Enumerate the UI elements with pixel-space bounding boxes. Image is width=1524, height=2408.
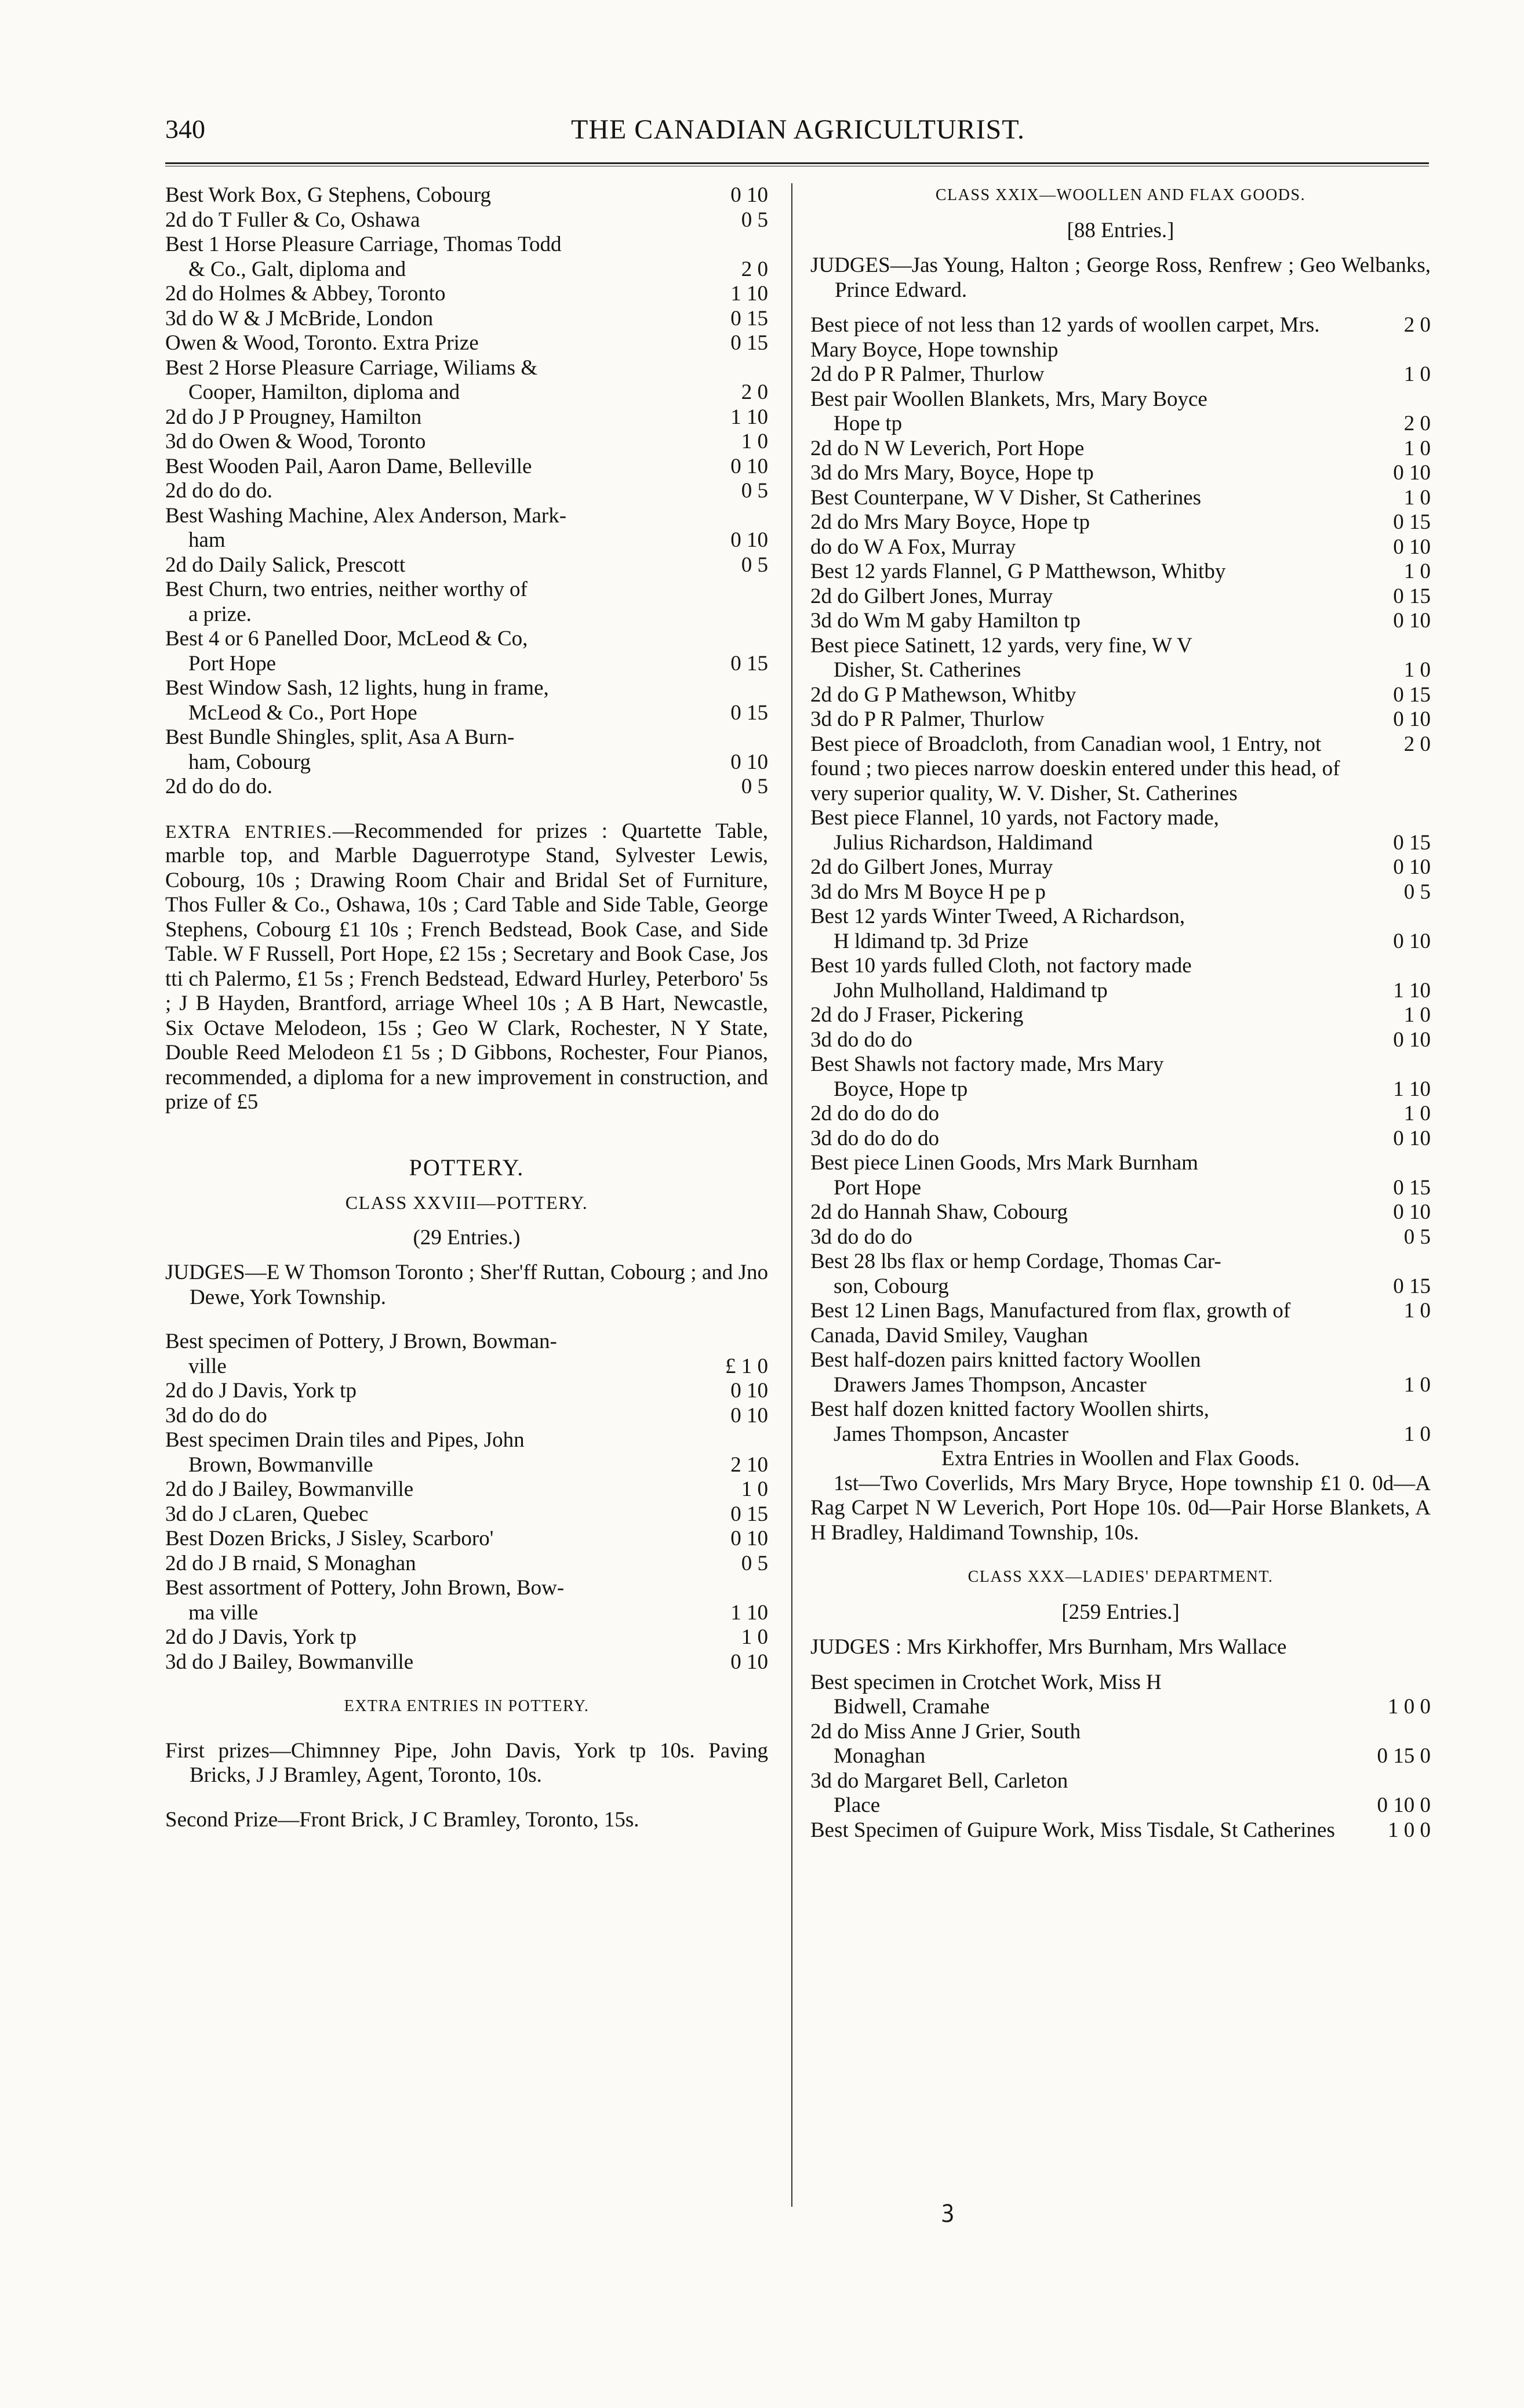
class-xxix-prize-list bbox=[810, 313, 1431, 1447]
prize-amount bbox=[1362, 1151, 1431, 1176]
prize-amount: 2 10 bbox=[730, 1452, 768, 1477]
prize-row bbox=[810, 1670, 1431, 1695]
prize-row bbox=[810, 806, 1431, 831]
prize-amount: 0 15 bbox=[730, 331, 768, 355]
prize-amount bbox=[700, 356, 768, 381]
prize-row bbox=[810, 831, 1431, 856]
prize-description: Julius Richardson, Haldimand bbox=[834, 830, 1093, 855]
prize-row bbox=[810, 1151, 1431, 1176]
prize-description: Best piece of Broadcloth, from Canadian wool, 1 Entry, not found ; two pieces narrow doeskin entered under this head, of very superior quality, W. V. Disher, St. Catherines bbox=[810, 732, 1340, 805]
prize-row bbox=[165, 430, 768, 455]
running-title: THE CANADIAN AGRICULTURIST. bbox=[571, 114, 1025, 145]
prize-row bbox=[810, 437, 1431, 462]
prize-amount: 0 15 bbox=[1393, 682, 1431, 707]
prize-amount: 0 15 bbox=[730, 700, 768, 725]
pottery-first-prizes: First prizes—Chimnney Pipe, John Davis, York tp 10s. Paving Bricks, J J Bramley, Agent, Toronto, 10s. bbox=[165, 1738, 768, 1787]
prize-amount bbox=[700, 1576, 768, 1601]
pottery-title: POTTERY. bbox=[409, 1154, 525, 1181]
prize-amount: 1 0 bbox=[1403, 1102, 1431, 1125]
prize-row bbox=[810, 905, 1431, 929]
prize-row bbox=[810, 1818, 1431, 1843]
prize-amount: 0 10 0 bbox=[1377, 1793, 1431, 1817]
prize-amount: 1 0 bbox=[1403, 362, 1431, 386]
prize-amount: 1 0 bbox=[1403, 1372, 1431, 1397]
prize-amount: 0 5 bbox=[1403, 880, 1431, 904]
prize-row bbox=[165, 331, 768, 356]
prize-row bbox=[165, 233, 768, 257]
prize-row bbox=[810, 683, 1431, 708]
prize-row bbox=[165, 1527, 768, 1552]
prize-description: 3d do Margaret Bell, Carleton bbox=[810, 1768, 1068, 1793]
prize-row bbox=[165, 725, 768, 750]
prize-amount: 1 0 bbox=[1403, 436, 1431, 460]
prize-description: 2d do do do do bbox=[810, 1102, 939, 1125]
prize-row bbox=[165, 701, 768, 726]
prize-description: 2d do Daily Salick, Prescott bbox=[165, 553, 406, 577]
class-xxx-heading: CLASS XXX—LADIES' DEPARTMENT. bbox=[967, 1568, 1274, 1586]
prize-row bbox=[810, 1200, 1431, 1225]
prize-description: Best piece Linen Goods, Mrs Mark Burnham bbox=[810, 1151, 1198, 1175]
prize-description: Best Specimen of Guipure Work, Miss Tisdale, St Catherines bbox=[810, 1818, 1335, 1842]
prize-row bbox=[165, 528, 768, 553]
prize-description: 2d do J Fraser, Pickering bbox=[810, 1003, 1024, 1027]
prize-row bbox=[165, 1354, 768, 1379]
right-column bbox=[810, 183, 1431, 1843]
prize-row bbox=[810, 658, 1431, 683]
prize-description: Best specimen of Pottery, J Brown, Bowman- bbox=[165, 1330, 557, 1353]
prize-amount: 0 10 bbox=[1393, 929, 1431, 953]
prize-row bbox=[165, 1477, 768, 1502]
prize-description: Best piece Flannel, 10 yards, not Factory made, bbox=[810, 806, 1219, 830]
prize-description: 2d do J P Prougney, Hamilton bbox=[165, 405, 422, 429]
prize-description: 3d do Mrs Mary, Boyce, Hope tp bbox=[810, 461, 1094, 485]
prize-amount: 0 15 bbox=[730, 306, 768, 330]
prize-row bbox=[810, 954, 1431, 979]
prize-description: Port Hope bbox=[188, 651, 277, 675]
prize-amount: 1 10 bbox=[730, 405, 768, 429]
prize-amount: 0 5 bbox=[741, 208, 768, 232]
prize-amount: 1 0 bbox=[741, 1625, 768, 1649]
prize-row bbox=[810, 1225, 1431, 1250]
prize-description: 2d do J B rnaid, S Monaghan bbox=[165, 1551, 416, 1575]
class-xxx-prize-list bbox=[810, 1670, 1431, 1843]
prize-amount bbox=[700, 602, 768, 627]
prize-amount: 0 5 bbox=[741, 479, 768, 503]
prize-amount: 0 15 bbox=[1393, 830, 1431, 855]
prize-amount: 1 10 bbox=[730, 282, 768, 306]
prize-amount: 0 15 bbox=[1393, 1274, 1431, 1298]
class-xxix-extra-heading: Extra Entries in Woollen and Flax Goods. bbox=[941, 1447, 1300, 1470]
prize-amount: 1 0 0 bbox=[1388, 1695, 1431, 1719]
prize-description: Best Shawls not factory made, Mrs Mary bbox=[810, 1052, 1164, 1076]
prize-description: & Co., Galt, diploma and bbox=[188, 257, 406, 281]
prize-description: 2d do J Davis, York tp bbox=[165, 1379, 357, 1403]
left-column bbox=[165, 183, 768, 1832]
prize-amount: 0 10 bbox=[1393, 1027, 1431, 1052]
prize-description: Bidwell, Cramahe bbox=[834, 1695, 990, 1719]
prize-row bbox=[165, 750, 768, 775]
prize-row bbox=[165, 627, 768, 652]
prize-amount: 1 10 bbox=[1393, 978, 1431, 1003]
prize-amount: 2 0 bbox=[741, 257, 768, 281]
prize-description: Best half-dozen pairs knitted factory Woollen bbox=[810, 1348, 1201, 1372]
prize-description: 3d do Wm M gaby Hamilton tp bbox=[810, 609, 1081, 633]
prize-description: 2d do Mrs Mary Boyce, Hope tp bbox=[810, 510, 1090, 534]
prize-row bbox=[810, 486, 1431, 511]
prize-amount bbox=[1362, 1720, 1431, 1745]
prize-description: 2d do Holmes & Abbey, Toronto bbox=[165, 282, 446, 306]
prize-row bbox=[810, 1373, 1431, 1398]
prize-description: Best 12 yards Flannel, G P Matthewson, Whitby bbox=[810, 560, 1226, 583]
prize-amount: 0 15 bbox=[1393, 510, 1431, 534]
prize-row bbox=[165, 1576, 768, 1601]
prize-description: 2d do N W Leverich, Port Hope bbox=[810, 436, 1085, 460]
prize-row bbox=[165, 257, 768, 282]
prize-row bbox=[165, 183, 768, 208]
prize-description: Best Counterpane, W V Disher, St Catherines bbox=[810, 485, 1202, 510]
prize-row bbox=[810, 732, 1431, 807]
prize-row bbox=[165, 1379, 768, 1404]
extra-entries-text: —Recommended for prizes : Quartette Table, marble top, and Marble Daguerrotype Stand, Sylvester Lewis, Cobourg, 10s ; Drawing Room Chair and Bridal Set of Furniture, Thos Fuller & Co., Oshawa, 10s ; Card Table and Side Table, George Stephens, Cobourg £1 10s ; French Bedstead, Book Case, and Side Table. W F Russell, Port Hope, £2 15s ; Secretary and Book Case, Jos tti ch Palermo, £1 5s ; French Bedstead, Edward Hurley, Peterboro' 5s ; J B Hayden, Brantford, arriage Wheel 10s ; A B Hart, Newcastle, Six Octave Melodeon, 15s ; Geo W Clark, Rochester, N Y State, Double Reed Melodeon £1 5s ; D Gibbons, Rochester, Four Pianos, recommended, a diploma for a new improvement in construction, and prize of £5 bbox=[165, 819, 768, 1114]
prize-row bbox=[810, 560, 1431, 584]
prize-row bbox=[810, 609, 1431, 634]
prize-description: a prize. bbox=[188, 602, 252, 626]
prize-row bbox=[165, 1453, 768, 1478]
prize-amount: 0 10 bbox=[1393, 609, 1431, 633]
prize-amount: 0 15 bbox=[1393, 584, 1431, 608]
prize-row bbox=[165, 307, 768, 332]
prize-row bbox=[810, 1720, 1431, 1745]
prize-row bbox=[165, 652, 768, 677]
prize-description: 2d do J Davis, York tp bbox=[165, 1625, 357, 1649]
prize-row bbox=[810, 1422, 1431, 1447]
prize-amount: 0 10 bbox=[730, 1403, 768, 1428]
prize-description: Best pair Woollen Blankets, Mrs, Mary Boyce bbox=[810, 387, 1207, 411]
prize-description: 3d do do do bbox=[810, 1225, 912, 1249]
class-xxix-entries: [88 Entries.] bbox=[1067, 218, 1174, 242]
prize-description: Best piece Satinett, 12 yards, very fine, W V bbox=[810, 633, 1192, 658]
prize-row bbox=[165, 1404, 768, 1429]
prize-description: Port Hope bbox=[834, 1175, 922, 1200]
prize-amount bbox=[700, 676, 768, 701]
prize-amount: 0 5 bbox=[1403, 1225, 1431, 1249]
prize-description: Best Bundle Shingles, split, Asa A Burn- bbox=[165, 725, 515, 749]
prize-row bbox=[810, 1299, 1431, 1348]
prize-row bbox=[165, 1330, 768, 1354]
prize-description: ham, Cobourg bbox=[188, 750, 311, 774]
prize-amount bbox=[700, 1330, 768, 1354]
prize-description: Best Churn, two entries, neither worthy of bbox=[165, 578, 528, 601]
prize-description: Disher, St. Catherines bbox=[834, 658, 1021, 682]
prize-amount bbox=[700, 725, 768, 750]
prize-row bbox=[810, 1176, 1431, 1201]
prize-amount: 1 0 0 bbox=[1388, 1818, 1431, 1842]
prize-amount: 0 10 bbox=[1393, 461, 1431, 485]
prize-description: 2d do P R Palmer, Thurlow bbox=[810, 362, 1045, 386]
prize-row bbox=[165, 553, 768, 578]
prize-description: 3d do J cLaren, Quebec bbox=[165, 1502, 369, 1526]
prize-amount bbox=[1362, 387, 1431, 412]
prize-amount: 0 10 bbox=[730, 1650, 768, 1674]
extra-entries-paragraph bbox=[165, 819, 768, 1115]
prize-description: Brown, Bowmanville bbox=[188, 1452, 373, 1477]
prize-description: 3d do J Bailey, Bowmanville bbox=[165, 1650, 414, 1674]
prize-description: 2d do Gilbert Jones, Murray bbox=[810, 584, 1053, 608]
prize-description: 2d do Miss Anne J Grier, South bbox=[810, 1719, 1081, 1744]
prize-description: son, Cobourg bbox=[834, 1274, 949, 1298]
prize-amount: 0 5 bbox=[741, 553, 768, 577]
prize-row bbox=[810, 707, 1431, 732]
prize-row bbox=[165, 602, 768, 627]
prize-description: Owen & Wood, Toronto. Extra Prize bbox=[165, 331, 479, 355]
prize-description: 3d do W & J McBride, London bbox=[165, 306, 434, 330]
prize-amount: 1 10 bbox=[1393, 1077, 1431, 1101]
prize-amount bbox=[1362, 1769, 1431, 1794]
prize-row bbox=[810, 362, 1431, 387]
prize-description: 3d do do do do bbox=[810, 1126, 939, 1150]
prize-row bbox=[810, 855, 1431, 880]
page-ornament: ꝫ bbox=[942, 2196, 954, 2222]
prize-amount: 1 0 bbox=[1403, 1422, 1431, 1446]
class-xxx-entries: [259 Entries.] bbox=[1061, 1600, 1180, 1624]
prize-description: Monaghan bbox=[834, 1744, 926, 1768]
prize-row bbox=[810, 979, 1431, 1004]
prize-amount: 2 0 bbox=[1403, 313, 1431, 337]
prize-row bbox=[165, 479, 768, 504]
prize-amount: 2 0 bbox=[1403, 412, 1431, 435]
prize-description: do do W A Fox, Murray bbox=[810, 535, 1016, 559]
prize-description: Best Work Box, G Stephens, Cobourg bbox=[165, 183, 491, 207]
prize-row bbox=[165, 455, 768, 480]
prize-description: Best piece of not less than 12 yards of woollen carpet, Mrs. Mary Boyce, Hope township bbox=[810, 313, 1320, 362]
class-xxix-heading: CLASS XXIX—WOOLLEN AND FLAX GOODS. bbox=[935, 186, 1306, 204]
prize-row bbox=[165, 676, 768, 701]
prize-row bbox=[165, 282, 768, 307]
class-xxx-judges: JUDGES : Mrs Kirkhoffer, Mrs Burnham, Mrs Wallace bbox=[810, 1635, 1287, 1659]
pottery-judges: JUDGES—E W Thomson Toronto ; Sher'ff Ruttan, Cobourg ; and Jno Dewe, York Township. bbox=[165, 1261, 768, 1309]
prize-amount: 0 10 bbox=[1393, 707, 1431, 731]
prize-row bbox=[165, 1502, 768, 1527]
prize-amount: 1 0 bbox=[741, 1477, 768, 1501]
prize-description: 2d do Gilbert Jones, Murray bbox=[810, 855, 1053, 879]
prize-amount bbox=[700, 578, 768, 602]
prize-amount: 2 0 bbox=[1403, 732, 1431, 756]
prize-row bbox=[165, 1625, 768, 1650]
prize-row bbox=[810, 1769, 1431, 1794]
extra-entries-label: EXTRA ENTRIES. bbox=[165, 820, 333, 842]
prize-amount: 1 0 bbox=[1403, 658, 1431, 682]
pottery-second-prize: Second Prize—Front Brick, J C Bramley, Toronto, 15s. bbox=[165, 1807, 639, 1832]
prize-description: 3d do do do bbox=[810, 1027, 912, 1052]
prize-description: ma ville bbox=[188, 1600, 259, 1625]
prize-description: Best 10 yards fulled Cloth, not factory made bbox=[810, 954, 1192, 978]
prize-amount bbox=[700, 627, 768, 652]
prize-row bbox=[810, 1348, 1431, 1373]
page-header bbox=[165, 114, 1429, 154]
prize-row bbox=[810, 1003, 1431, 1028]
prize-row bbox=[810, 1102, 1431, 1127]
prize-amount: 0 10 bbox=[1393, 535, 1431, 559]
prize-row bbox=[810, 1274, 1431, 1299]
prize-description: Best 12 yards Winter Tweed, A Richardson, bbox=[810, 905, 1185, 928]
prize-description: Drawers James Thompson, Ancaster bbox=[834, 1372, 1147, 1397]
prize-amount bbox=[1362, 954, 1431, 979]
prize-row bbox=[810, 1695, 1431, 1720]
prize-description: 2d do T Fuller & Co, Oshawa bbox=[165, 208, 420, 232]
prize-description: Best half dozen knitted factory Woollen shirts, bbox=[810, 1397, 1209, 1421]
prize-amount: 0 10 bbox=[730, 183, 768, 207]
prize-row bbox=[810, 387, 1431, 412]
prize-amount bbox=[1362, 806, 1431, 831]
prize-amount: 0 10 bbox=[1393, 1200, 1431, 1224]
prize-amount: 2 0 bbox=[741, 380, 768, 404]
prize-description: Best Wooden Pail, Aaron Dame, Belleville bbox=[165, 454, 532, 478]
prize-row bbox=[810, 1793, 1431, 1818]
page-number: 340 bbox=[165, 114, 205, 144]
prize-amount bbox=[1362, 1250, 1431, 1274]
prize-row bbox=[810, 880, 1431, 905]
prize-row bbox=[810, 535, 1431, 560]
prize-amount: 1 0 bbox=[1403, 485, 1431, 510]
prize-description: Best 1 Horse Pleasure Carriage, Thomas Todd bbox=[165, 233, 562, 256]
prize-description: 3d do do do bbox=[165, 1403, 267, 1428]
prize-description: Place bbox=[834, 1793, 881, 1817]
prize-description: Best 2 Horse Pleasure Carriage, Wiliams & bbox=[165, 355, 538, 380]
prize-amount: 1 0 bbox=[1403, 1299, 1431, 1323]
prize-row bbox=[810, 313, 1431, 362]
prize-row bbox=[165, 1552, 768, 1577]
prize-amount: 1 0 bbox=[1403, 1003, 1431, 1027]
prize-amount bbox=[1362, 1397, 1431, 1422]
prize-row bbox=[810, 1077, 1431, 1102]
prize-description: 2d do do do. bbox=[165, 479, 272, 503]
pottery-entries: (29 Entries.) bbox=[413, 1225, 521, 1250]
prize-amount bbox=[1362, 1052, 1431, 1077]
prize-amount: 0 15 0 bbox=[1377, 1744, 1431, 1768]
prize-row bbox=[810, 1127, 1431, 1152]
prize-amount bbox=[700, 233, 768, 257]
prize-row bbox=[165, 356, 768, 381]
pottery-extra-heading: EXTRA ENTRIES IN POTTERY. bbox=[344, 1697, 590, 1715]
prize-row bbox=[165, 504, 768, 529]
prize-row bbox=[165, 1601, 768, 1626]
class-xxix-extra-text: 1st—Two Coverlids, Mrs Mary Bryce, Hope township £1 0. 0d—A Rag Carpet N W Leverich, Port Hope 10s. 0d—Pair Horse Blankets, A H Bradley, Haldimand Township, 10s. bbox=[810, 1471, 1431, 1545]
prize-amount: 0 10 bbox=[1393, 855, 1431, 879]
prize-amount: 0 5 bbox=[741, 1551, 768, 1575]
prize-description: Hope tp bbox=[834, 412, 903, 435]
prize-description: 3d do Mrs M Boyce H pe p bbox=[810, 880, 1046, 904]
header-rule bbox=[165, 162, 1429, 166]
prize-row bbox=[165, 1428, 768, 1453]
prize-row bbox=[165, 380, 768, 405]
prize-amount bbox=[1362, 634, 1431, 659]
prize-description: James Thompson, Ancaster bbox=[834, 1422, 1069, 1446]
prize-row bbox=[810, 1028, 1431, 1053]
prize-description: Best Washing Machine, Alex Anderson, Mark- bbox=[165, 503, 567, 528]
prize-amount: 1 0 bbox=[1403, 560, 1431, 583]
prize-row bbox=[810, 1397, 1431, 1422]
prize-amount: 0 10 bbox=[730, 1379, 768, 1403]
prize-description: John Mulholland, Haldimand tp bbox=[834, 978, 1108, 1003]
prize-amount: 0 15 bbox=[730, 1502, 768, 1526]
prize-description: Best 12 Linen Bags, Manufactured from flax, growth of Canada, David Smiley, Vaughan bbox=[810, 1299, 1291, 1348]
pottery-class-heading: CLASS XXVIII—POTTERY. bbox=[345, 1192, 588, 1213]
prize-amount: 0 10 bbox=[730, 750, 768, 774]
prize-description: H ldimand tp. 3d Prize bbox=[834, 929, 1029, 953]
prize-row bbox=[165, 578, 768, 602]
class-xxix-judges: JUDGES—Jas Young, Halton ; George Ross, Renfrew ; Geo Welbanks, Prince Edward. bbox=[810, 253, 1431, 302]
prize-description: 3d do P R Palmer, Thurlow bbox=[810, 707, 1045, 731]
prize-amount bbox=[700, 504, 768, 529]
prize-description: 2d do Hannah Shaw, Cobourg bbox=[810, 1200, 1068, 1224]
prize-description: 2d do G P Mathewson, Whitby bbox=[810, 682, 1076, 707]
prize-description: Best assortment of Pottery, John Brown, Bow- bbox=[165, 1576, 565, 1600]
prize-amount: £ 1 0 bbox=[725, 1354, 768, 1378]
prize-description: Best 28 lbs flax or hemp Cordage, Thomas Car- bbox=[810, 1250, 1221, 1273]
prize-description: 2d do J Bailey, Bowmanville bbox=[165, 1477, 414, 1501]
pottery-prize-list bbox=[165, 1330, 768, 1675]
prize-description: Boyce, Hope tp bbox=[834, 1077, 968, 1101]
prize-amount bbox=[700, 1428, 768, 1453]
prize-amount: 0 10 bbox=[730, 528, 768, 552]
prize-description: ville bbox=[188, 1354, 227, 1378]
prize-row bbox=[810, 634, 1431, 659]
prize-amount: 1 10 bbox=[730, 1600, 768, 1625]
prize-row bbox=[165, 405, 768, 430]
prize-row bbox=[810, 461, 1431, 486]
column-divider bbox=[791, 183, 792, 2207]
prize-amount: 0 15 bbox=[1393, 1175, 1431, 1200]
prize-amount: 0 10 bbox=[730, 1527, 768, 1550]
prize-description: Best specimen Drain tiles and Pipes, John bbox=[165, 1428, 525, 1452]
prize-description: Best specimen in Crotchet Work, Miss H bbox=[810, 1670, 1162, 1694]
prize-amount: 0 5 bbox=[741, 775, 768, 798]
prize-description: McLeod & Co., Port Hope bbox=[188, 700, 417, 725]
prize-description: Best 4 or 6 Panelled Door, McLeod & Co, bbox=[165, 627, 528, 651]
prize-row bbox=[810, 929, 1431, 954]
prize-row bbox=[165, 208, 768, 233]
prize-amount: 0 15 bbox=[730, 651, 768, 675]
prize-description: Cooper, Hamilton, diploma and bbox=[188, 380, 460, 404]
prize-amount bbox=[1362, 1348, 1431, 1373]
prize-description: 3d do Owen & Wood, Toronto bbox=[165, 430, 426, 453]
prize-description: Best Dozen Bricks, J Sisley, Scarboro' bbox=[165, 1527, 494, 1550]
prize-row bbox=[810, 584, 1431, 609]
prize-row bbox=[810, 1250, 1431, 1274]
prize-amount bbox=[1362, 1670, 1431, 1695]
prize-row bbox=[810, 510, 1431, 535]
left-prize-list bbox=[165, 183, 768, 800]
prize-amount: 0 10 bbox=[1393, 1126, 1431, 1150]
prize-row bbox=[810, 1744, 1431, 1769]
prize-row bbox=[810, 412, 1431, 437]
prize-amount: 1 0 bbox=[741, 430, 768, 453]
prize-description: 2d do do do. bbox=[165, 775, 272, 798]
prize-row bbox=[165, 775, 768, 800]
prize-description: ham bbox=[188, 528, 225, 552]
prize-description: Best Window Sash, 12 lights, hung in frame, bbox=[165, 676, 549, 700]
prize-row bbox=[165, 1650, 768, 1675]
prize-amount: 0 10 bbox=[730, 454, 768, 478]
prize-amount bbox=[1362, 905, 1431, 929]
prize-row bbox=[810, 1052, 1431, 1077]
